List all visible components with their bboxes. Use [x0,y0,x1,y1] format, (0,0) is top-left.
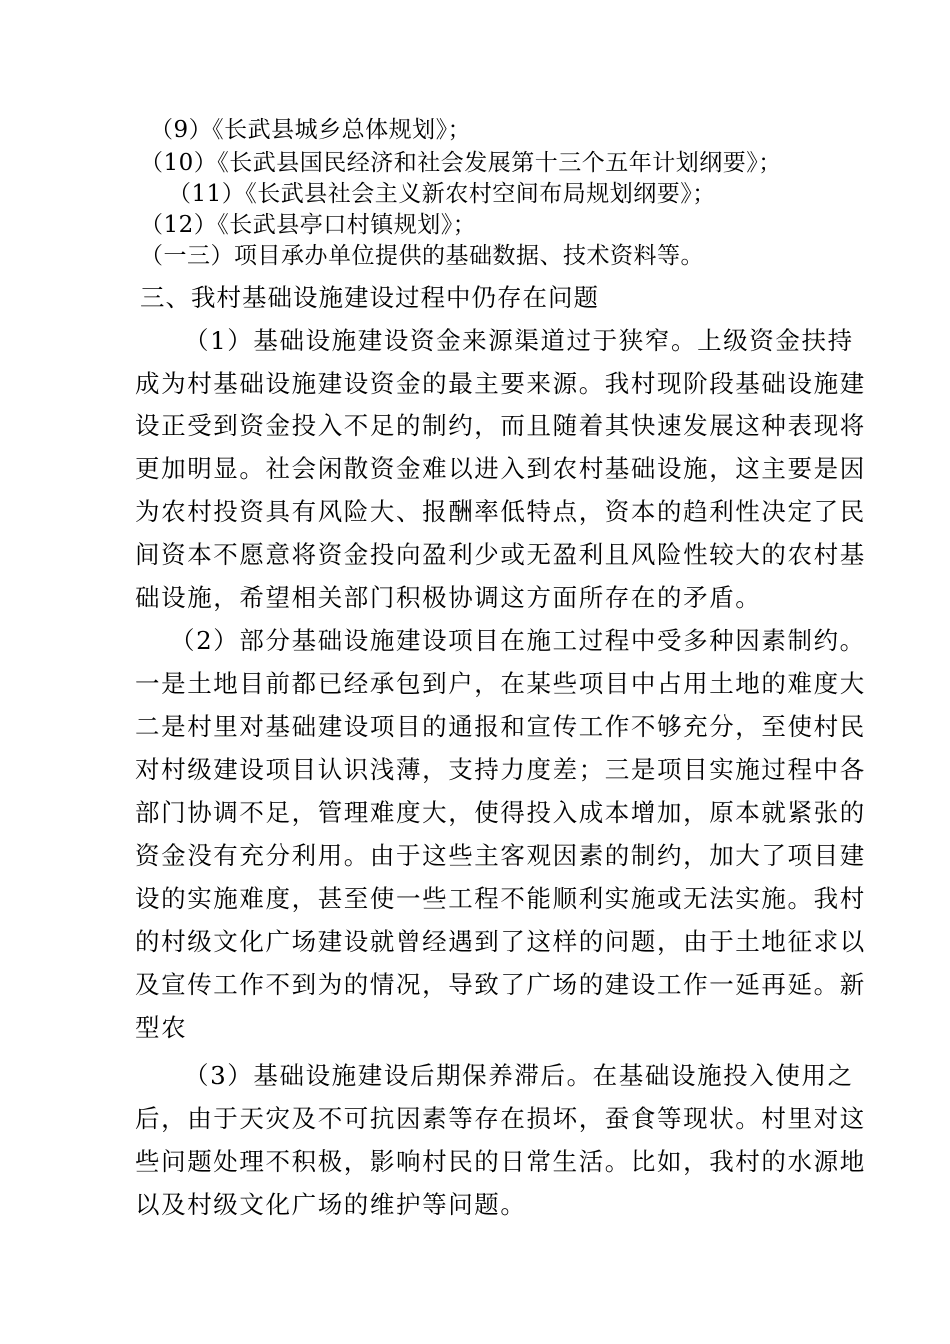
reference-item-13: （一三）项目承办单位提供的基础数据、技术资料等。 [140,243,704,269]
paragraph-line: 间资本不愿意将资金投向盈利少或无盈利且风险性较大的农村基 [135,540,866,569]
paragraph-line: （3）基础设施建设后期保养滞后。在基础设施投入使用之 [184,1061,854,1090]
paragraph-line: 对村级建设项目认识浅薄，支持力度差；三是项目实施过程中各 [135,755,866,784]
paragraph-line: 些问题处理不积极，影响村民的日常生活。比如，我村的水源地 [135,1147,866,1176]
reference-item-12: （12）《长武县亭口村镇规划》； [140,212,477,238]
section-heading: 三、我村基础设施建设过程中仍存在问题 [140,283,599,312]
paragraph-line: （1）基础设施建设资金来源渠道过于狭窄。上级资金扶持 [184,326,854,355]
paragraph-line: 以及村级文化广场的维护等问题。 [135,1190,527,1219]
reference-item-10: （10）《长武县国民经济和社会发展第十三个五年计划纲要》； [140,150,782,176]
paragraph-line: 后，由于天灾及不可抗因素等存在损坏，蚕食等现状。村里对这 [135,1104,866,1133]
paragraph-line: 部门协调不足，管理难度大，使得投入成本增加，原本就紧张的 [135,798,866,827]
reference-item-11: （11）《长武县社会主义新农村空间布局规划纲要》； [168,181,716,207]
paragraph-line: 二是村里对基础建设项目的通报和宣传工作不够充分，至使村民 [135,712,866,741]
paragraph-line: （2）部分基础设施建设项目在施工过程中受多种因素制约。 [170,626,866,655]
paragraph-line: 为农村投资具有风险大、报酬率低特点，资本的趋利性决定了民 [135,497,866,526]
paragraph-line: 一是土地目前都已经承包到户，在某些项目中占用土地的难度大 [135,669,866,698]
paragraph-line: 设正受到资金投入不足的制约，而且随着其快速发展这种表现将 [135,411,866,440]
paragraph-line: 型农 [135,1013,188,1042]
paragraph-line: 成为村基础设施建设资金的最主要来源。我村现阶段基础设施建 [135,369,866,398]
paragraph-line: 及宣传工作不到为的情况，导致了广场的建设工作一延再延。新 [135,970,866,999]
paragraph-line: 设的实施难度，甚至使一些工程不能顺利实施或无法实施。我村 [135,884,866,913]
paragraph-line: 的村级文化广场建设就曾经遇到了这样的问题，由于土地征求以 [135,927,866,956]
paragraph-line: 资金没有充分利用。由于这些主客观因素的制约，加大了项目建 [135,841,866,870]
reference-item-9: （9）《长武县城乡总体规划》； [150,117,472,143]
paragraph-line: 础设施，希望相关部门积极协调这方面所存在的矛盾。 [135,583,762,612]
paragraph-line: 更加明显。社会闲散资金难以进入到农村基础设施，这主要是因 [135,454,866,483]
